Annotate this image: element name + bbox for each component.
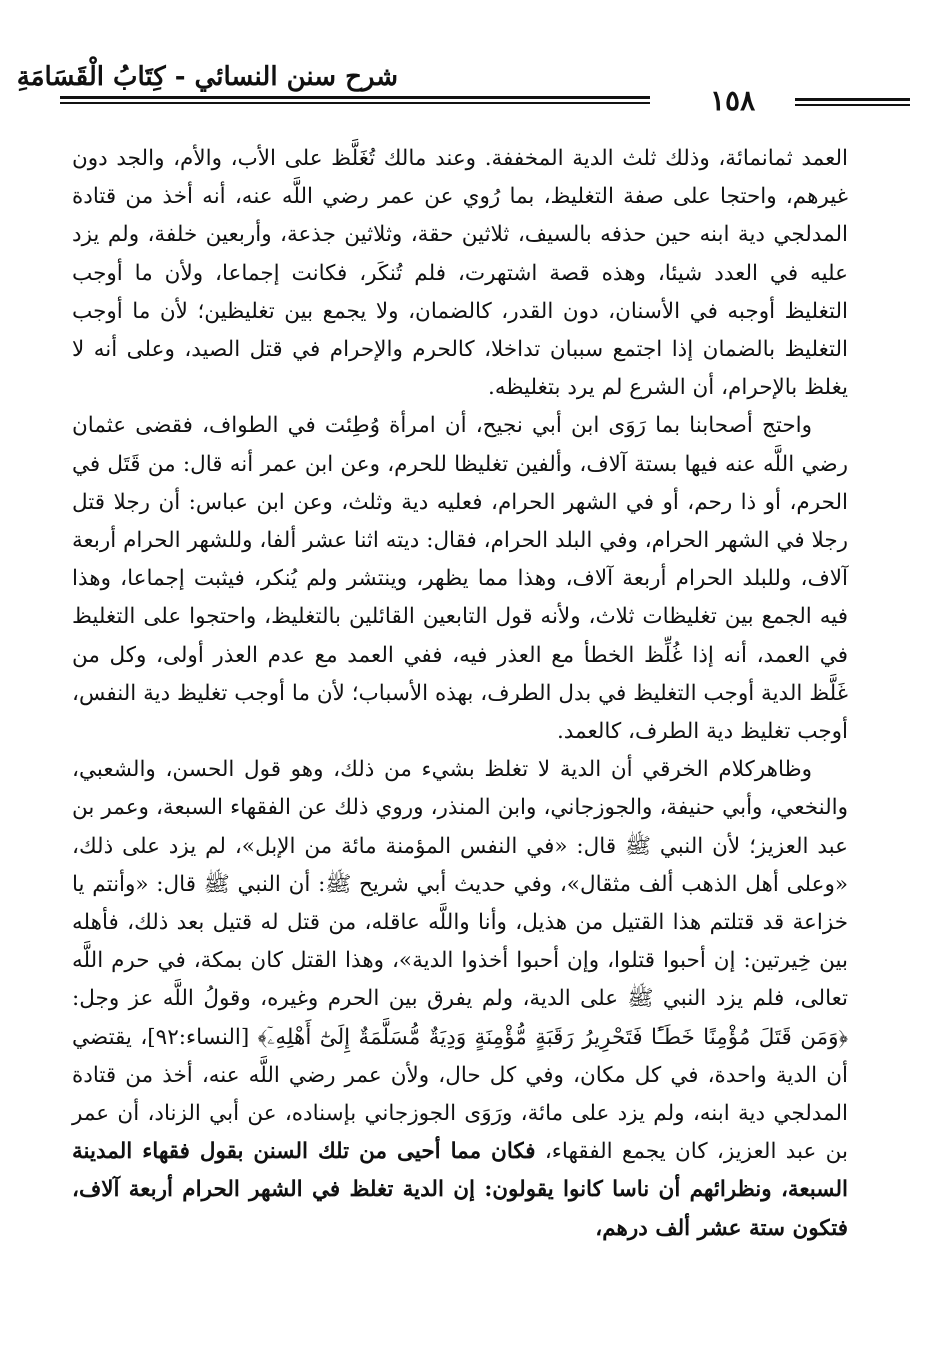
paragraph-3 [72,751,848,1248]
page-body [72,140,848,1248]
paragraph-3-text: وظاهركلام الخرقي أن الدية لا تغلظ بشيء من ذلك، وهو قول الحسن، والشعبي، والنخعي، وأبي حنيفة، والجوزجاني، وابن المنذر، وروي ذلك عن الفقهاء السبعة، وعمر بن عبد العزيز؛ لأن النبي ﷺ قال: «في النفس المؤمنة مائة من الإبل»، لم يزد على ذلك، «وعلى أهل الذهب ألف مثقال»، وفي حديث أبي شريح ﷺ: أن النبي ﷺ قال: «وأنتم يا خزاعة قد قتلتم هذا القتيل من هذيل، وأنا واللَّه عاقله، من قتل له قتيل بعد ذلك، فأهله بين خِيرتين: إن أحبوا قتلوا، وإن أحبوا أخذوا الدية»، وهذا القتل كان بمكة، في حرم اللَّه تعالى، فلم يزد النبي ﷺ على الدية، ولم يفرق بين الحرم وغيره، وقولُ اللَّه عز وجل: ﴿وَمَن قَتَلَ مُؤْمِنًا خَطَـًٔا فَتَحْرِيرُ رَقَبَةٍ مُّؤْمِنَةٍ وَدِيَةٌ مُّسَلَّمَةٌ إِلَىٰٓ أَهْلِهِۦٓ﴾ [النساء:٩٢]، يقتضي أن الدية واحدة، في كل مكان، وفي كل حال، ولأن عمر رضي اللَّه عنه، أخذ من قتادة المدلجي دية ابنه، ولم يزد على مائة، ورَوَى الجوزجاني بإسناده، عن أبي الزناد، أن عمر بن عبد العزيز، كان يجمع الفقهاء، [72,757,849,1165]
header-rule-thin [60,102,650,104]
header-rule-thick [60,96,650,99]
page-header [16,62,850,122]
header-rule-right-thin [795,104,910,106]
paragraph-3-bold-text: فكان مما أحيى من تلك السنن بقول فقهاء المدينة السبعة، ونظرائهم أن ناسا كانوا يقولون: إن الدية تغلظ في الشهر الحرام أربعة آلاف، فتكون ستة عشر ألف درهم، [72,1139,848,1241]
page-number: ١٥٨ [710,84,756,117]
header-rule-right-thick [795,98,910,101]
paragraph-2: واحتج أصحابنا بما رَوَى ابن أبي نجيح، أن امرأة وُطِئت في الطواف، فقضى عثمان رضي اللَّه عنه فيها بستة آلاف، وألفين تغليظا للحرم، وعن ابن عمر أنه قال: من قَتَل في الحرم، أو ذا رحم، أو في الشهر الحرام، فعليه دية وثلث، وعن ابن عباس: أن رجلا قتل رجلا في الشهر الحرام، وفي البلد الحرام، فقال: ديته اثنا عشر ألفا، وللشهر الحرام أربعة آلاف، وللبلد الحرام أربعة آلاف، وهذا مما يظهر، وينتشر ولم يُنكر، فيثبت إجماعا، وهذا فيه الجمع بين تغليظات ثلاث، ولأنه قول التابعين القائلين بالتغليظ، واحتجوا على التغليظ في العمد، أنه إذا غُلِّظ الخطأ مع العذر فيه، ففي العمد مع عدم العذر أولى، وكل من غَلَّظ الدية أوجب التغليظ في بدل الطرف، بهذه الأسباب؛ لأن ما أوجب تغليظ دية النفس، أوجب تغليظ دية الطرف، كالعمد. [72,413,848,745]
running-title: شرح سنن النسائي - كِتَابُ الْقَسَامَةِ [16,62,398,92]
paragraph-1: العمد ثمانمائة، وذلك ثلث الدية المخففة. وعند مالك تُغَلَّظ على الأب، والأم، والجد دون غيرهم، واحتجا على صفة التغليظ، بما رُوي عن عمر رضي اللَّه عنه، أنه أخذ من قتادة المدلجي دية ابنه حين حذفه بالسيف، ثلاثين حقة، وثلاثين جذعة، وأربعين خلفة، ولم يزد عليه في العدد شيئا، وهذه قصة اشتهرت، فلم تُنكَر، فكانت إجماعا، ولأن ما أوجب التغليظ أوجبه في الأسنان، دون القدر، كالضمان، ولا يجمع بين تغليظين؛ لأن ما أوجب التغليظ بالضمان إذا اجتمع سببان تداخلا، كالحرم والإحرام في قتل الصيد، وعلى أنه لا يغلظ بالإحرام، أن الشرع لم يرد بتغليظه. [72,146,848,401]
